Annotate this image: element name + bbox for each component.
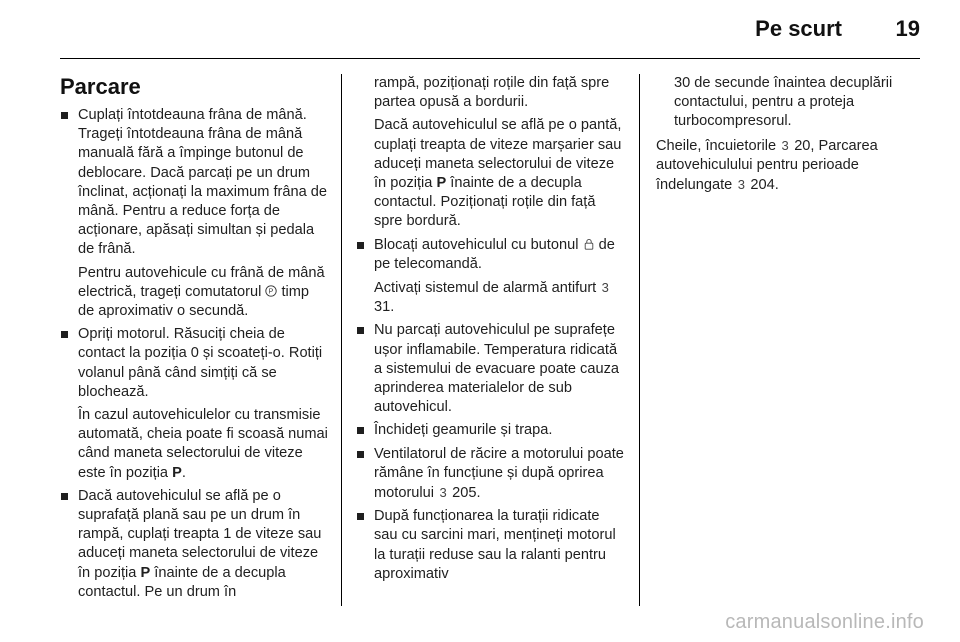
- bullet-item: [356, 507, 624, 584]
- bullet-text: Închideți geamurile și trapa.: [374, 422, 553, 439]
- bullet-item: [60, 325, 328, 402]
- column-1: [60, 74, 328, 606]
- bullet-text: După funcționarea la turații ridicate sau cu sarcini mari, mențineți motorul la turații reduse sau la ralanti pentru aproximativ: [374, 508, 616, 582]
- bullet-item: [356, 445, 624, 504]
- watermark: carmanualsonline.info: [725, 611, 924, 633]
- column-2: [356, 74, 624, 588]
- header-title: Pe scurt: [755, 16, 842, 41]
- paragraph-text: timp de aproximativ o secundă.: [78, 283, 310, 320]
- paragraph-text: Cheile, încuietorile: [656, 137, 777, 154]
- lock-icon: [583, 238, 595, 250]
- bullet-text: înainte de a decupla contactul. Pe un drum în: [78, 564, 286, 600]
- paragraph: [656, 74, 920, 132]
- paragraph: [356, 74, 624, 112]
- page-reference[interactable]: 205.: [452, 485, 481, 502]
- parking-brake-icon: [265, 285, 277, 297]
- page-ref-arrow-icon: 3: [781, 137, 789, 153]
- column-divider: [341, 74, 342, 606]
- paragraph-text: Dacă autovehiculul se află pe o pantă, cuplați treapta de viteze marșarier sau aduceți maneta selectorului de viteze în poziția: [374, 117, 622, 192]
- gear-position: P: [172, 464, 182, 481]
- paragraph-text: Pentru autovehicule cu frână de mână electrică, trageți comutatorul: [78, 264, 325, 300]
- paragraph-text: Activați sistemul de alarmă antifurt: [374, 280, 597, 297]
- paragraph-text: În cazul autovehiculelor cu transmisie automată, cheia poate fi scoasă numai când maneta selectorului de viteze este în poziția: [78, 407, 328, 481]
- page-ref-arrow-icon: 3: [601, 280, 609, 296]
- bullet-text: Nu parcați autovehiculul pe suprafețe ușor inflamabile. Temperatura ridicată a sistemului de evacuare poate cauza aprinderea materialelor de sub autovehicul.: [374, 322, 620, 416]
- bullet-item: [356, 321, 624, 417]
- gear-position: P: [140, 564, 151, 581]
- paragraph: [356, 278, 624, 317]
- page-header: [0, 0, 960, 58]
- page-reference[interactable]: 31.: [374, 299, 395, 316]
- bullet-text: Cuplați întotdeauna frâna de mână. Trageți întotdeauna frâna de mână manuală fără a împinge butonul de deblocare. Dacă parcați pe un drum înclinat, acționați la maximum frâna de mână. Pentru a reduce forța de acționare, apăsați simultan și pedala de frână.: [78, 107, 328, 258]
- page-number: 19: [895, 16, 920, 41]
- bullet-item: [356, 421, 624, 440]
- bullet-text: de pe telecomandă.: [374, 236, 615, 272]
- column-divider: [639, 74, 640, 606]
- bullet-item: [356, 236, 624, 274]
- bullet-item: [60, 106, 328, 260]
- bullet-text: Ventilatorul de răcire a motorului poate rămâne în funcțiune și după oprirea motorului: [374, 445, 624, 502]
- paragraph: [60, 406, 328, 483]
- gear-position: P: [436, 175, 447, 192]
- svg-text:P: P: [269, 288, 274, 296]
- paragraph-text: .: [181, 464, 186, 481]
- column-3: [656, 74, 920, 199]
- paragraph-text: 30 de secunde înaintea decuplării contactului, pentru a proteja turbocompresorul.: [674, 75, 893, 130]
- bullet-item: [60, 487, 328, 602]
- section-title: Parcare: [60, 74, 141, 99]
- cross-reference-paragraph: [656, 136, 920, 196]
- page-reference[interactable]: 204.: [750, 177, 779, 194]
- paragraph: [356, 116, 624, 231]
- header-divider: [60, 58, 920, 59]
- page-ref-arrow-icon: 3: [737, 177, 745, 193]
- bullet-text: Opriți motorul. Răsuciți cheia de contact la poziția 0 și scoateți-o. Rotiți volanul până când simțiți că se blochează.: [78, 326, 323, 400]
- bullet-text: Dacă autovehiculul se află pe o suprafață plană sau pe un drum în rampă, cuplați treapta 1 de viteze sau aduceți maneta selectorului de viteze în poziția: [78, 487, 322, 581]
- paragraph-text: înainte de a decupla contactul. Poziționați roțile din față spre bordură.: [374, 175, 596, 230]
- bullet-text: Blocați autovehiculul cu butonul: [374, 236, 579, 253]
- page-ref-arrow-icon: 3: [439, 485, 447, 501]
- paragraph-text: rampă, poziționați roțile din față spre partea opusă a bordurii.: [374, 75, 610, 111]
- paragraph: [60, 264, 328, 322]
- page-reference[interactable]: 20, Parcarea autovehiculului pentru perioade îndelungate: [656, 137, 878, 194]
